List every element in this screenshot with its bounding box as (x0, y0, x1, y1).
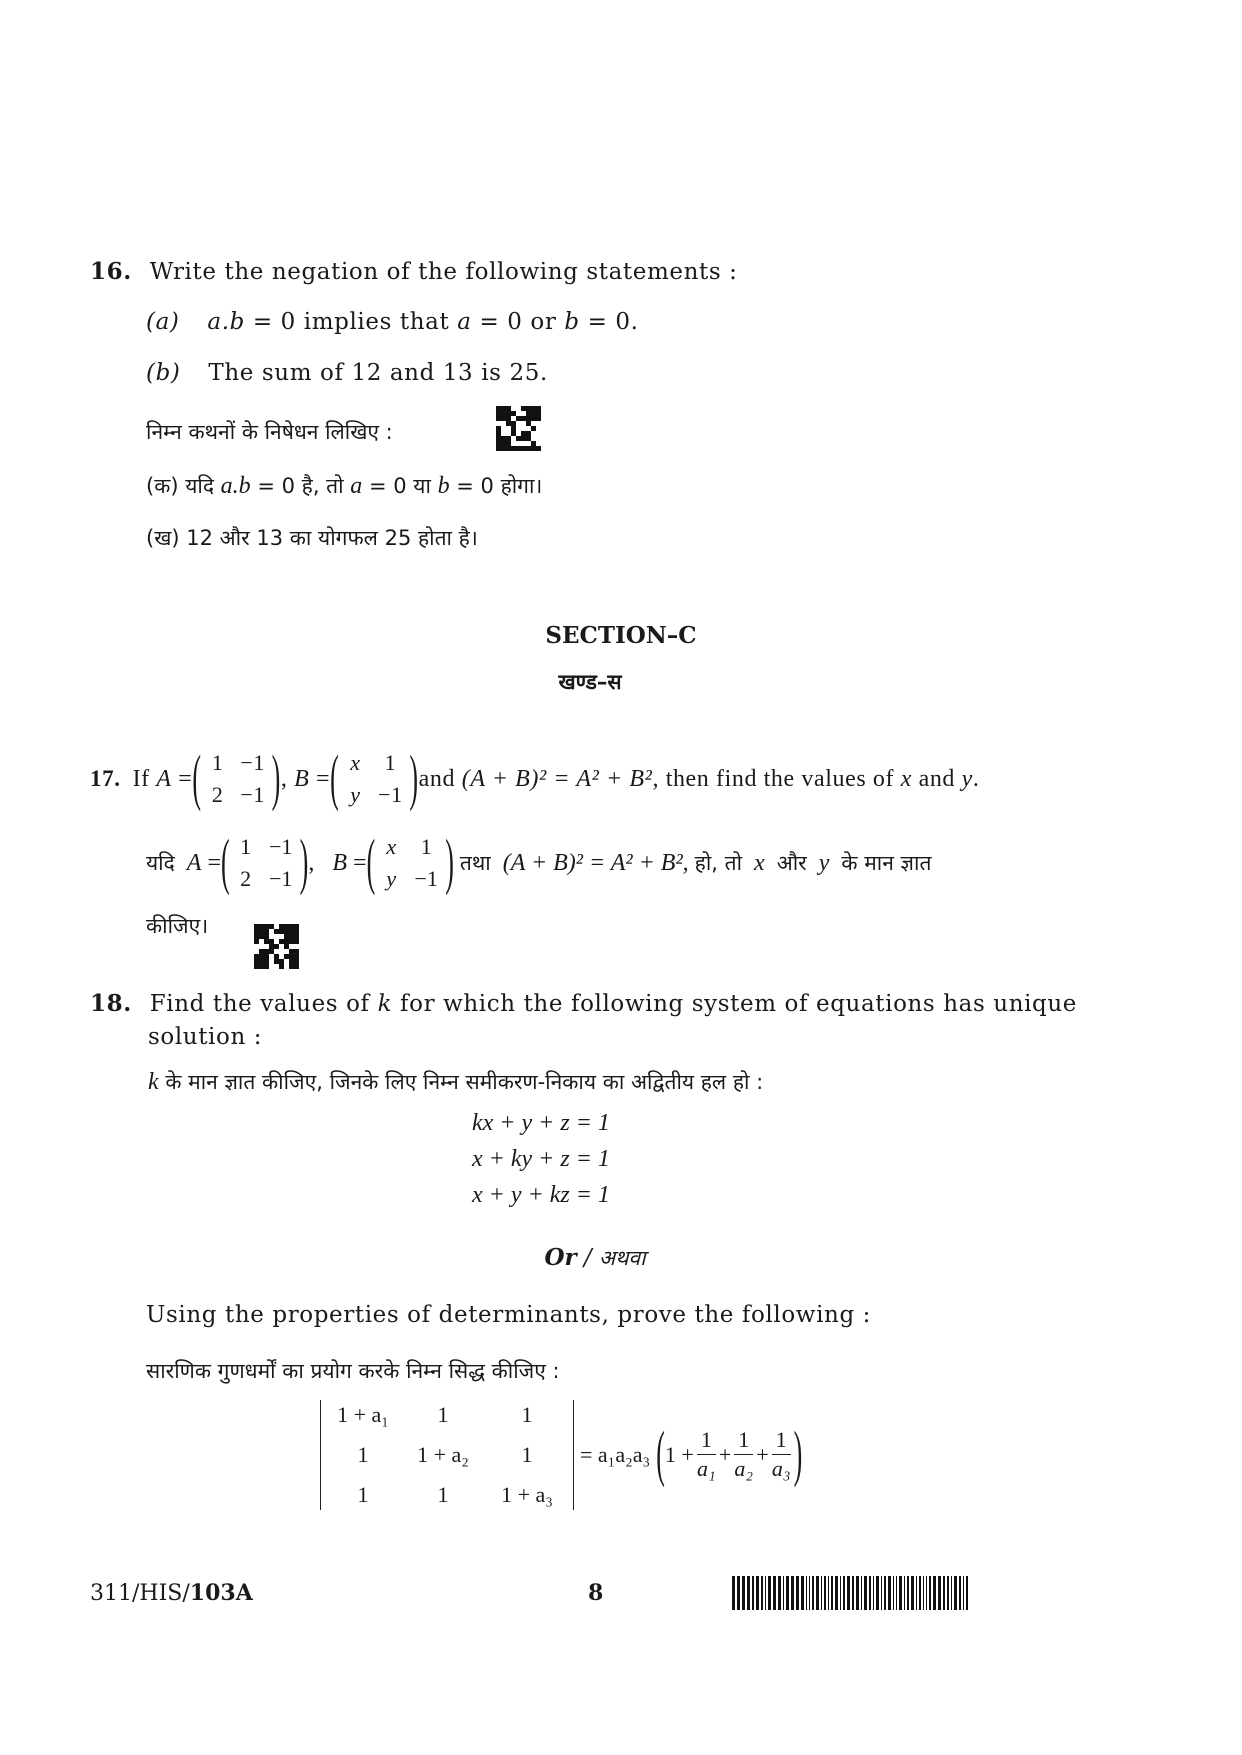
matrix-cell: x (350, 750, 361, 775)
plus: + (756, 1442, 769, 1467)
q17-hi-ke: के मान ज्ञात (841, 851, 932, 875)
q17-hi-eq: = (353, 849, 367, 876)
fraction-2 (734, 1426, 753, 1483)
matrix-cell: −1 (378, 782, 403, 807)
q18-prompt: Find the values of (149, 991, 370, 1017)
q16-part-b (146, 360, 548, 386)
qr-code-icon (254, 924, 299, 969)
hi-word: यदि (185, 474, 214, 498)
q18-alt-prompt: Using the properties of determinants, prove the following : (146, 1302, 872, 1328)
q17-hi-var-A: A (186, 849, 202, 876)
q18 (90, 990, 1077, 1017)
q17-hi-var-x: x (754, 849, 765, 876)
hi-word: = 0 है, तो (257, 474, 344, 498)
matrix-B: ( x 1 y −1 ) (330, 743, 419, 813)
or-sep: / (576, 1245, 599, 1271)
q17-hi-ho: हो, तो (694, 851, 743, 875)
matrix-cell: −1 (240, 782, 265, 807)
hi-expr: a.b (220, 473, 251, 499)
q16-b-label: (b) (146, 360, 181, 386)
q17-then: then find the values of (665, 765, 895, 792)
matrix-cell: −1 (268, 866, 293, 891)
hi-var-b: b (437, 473, 450, 499)
q17-var-A: A (156, 765, 172, 792)
q18-number: 18. (90, 990, 132, 1017)
det-cell: 1 (521, 1402, 533, 1427)
q17-and2: and (918, 765, 956, 792)
q18-equation-1: kx + y + z = 1 (472, 1110, 610, 1136)
page-number: 8 (588, 1580, 604, 1606)
matrix-cell: 1 (211, 750, 224, 775)
section-title: SECTION–C (545, 622, 697, 649)
q17-equation: (A + B)² = A² + B², (461, 765, 660, 792)
frac-num: 1 (772, 1426, 791, 1455)
frac-num: 1 (734, 1426, 753, 1455)
frac-den: a₁ (696, 1455, 716, 1481)
fraction-1 (697, 1426, 716, 1483)
matrix-cell: 1 (384, 750, 397, 775)
q17-and: and (418, 765, 456, 792)
paper-code-bold: 103A (189, 1580, 253, 1606)
rhs-one: 1 + (664, 1442, 694, 1467)
q18-hi-prompt: के मान ज्ञात कीजिए, जिनके लिए निम्न समीकरण-निकाय का अद्वितीय हल हो : (165, 1070, 764, 1094)
section-title-hindi: खण्ड–स (558, 670, 622, 694)
q17-hi-var-y: y (818, 849, 830, 876)
qr-code-icon (496, 406, 541, 451)
q16-a-text-or: = 0 or (479, 309, 557, 335)
fraction-3 (772, 1426, 791, 1483)
q18-equation-2: x + ky + z = 1 (472, 1146, 610, 1172)
q17-var-y: y (961, 765, 973, 792)
q16-number: 16. (90, 258, 132, 285)
paper-code-left: 311/HIS/ (90, 1581, 190, 1606)
det-cell: 1 + a₁ (337, 1402, 389, 1427)
q17 (90, 743, 980, 813)
q16-hi-b-text: 12 और 13 का योगफल 25 होता है। (186, 526, 478, 550)
matrix-cell: −1 (414, 866, 438, 891)
q16-b-text: The sum of 12 and 13 is 25. (208, 360, 548, 386)
q17-eq: = (178, 765, 193, 792)
q18-alt-hindi: सारणिक गुणधर्मों का प्रयोग करके निम्न सिद्ध कीजिए : (146, 1359, 560, 1383)
matrix-cell: 2 (240, 866, 252, 891)
q17-dot: . (972, 765, 980, 792)
q16-part-a (146, 309, 639, 335)
paper-code (90, 1580, 253, 1606)
q17-hindi (146, 827, 932, 897)
q17-hi-if: यदि (146, 851, 175, 875)
matrix-cell: 2 (211, 782, 224, 807)
q17-var-x: x (900, 765, 912, 792)
matrix-cell: 1 (240, 834, 252, 859)
q17-if: If (132, 765, 150, 792)
matrix-cell: −1 (240, 750, 265, 775)
det-cell: 1 (437, 1482, 449, 1507)
det-cell: 1 + a₃ (501, 1482, 553, 1507)
matrix-cell: 1 (420, 834, 432, 859)
q17-hi-comma: , (308, 849, 315, 876)
matrix-cell: x (386, 834, 397, 859)
hi-var-a: a (350, 473, 363, 499)
q16-a-text-end: = 0. (587, 309, 639, 335)
q17-hi-equation: (A + B)² = A² + B², (502, 849, 689, 876)
q16-hi-a-label: (क) (146, 474, 179, 498)
matrix-cell: y (386, 866, 397, 891)
q16-hindi-part-b (146, 524, 478, 552)
q16-prompt: Write the negation of the following statements : (149, 259, 738, 285)
q16-a-var-b: b (564, 309, 580, 335)
det-cell: 1 (357, 1442, 369, 1467)
q18-var-k: k (377, 991, 393, 1017)
matrix-cell: y (350, 782, 361, 807)
rhs-prefix: = a₁a₂a₃ (580, 1442, 651, 1467)
q17-comma: , (280, 765, 288, 792)
q17-eq: = (316, 765, 331, 792)
frac-den: a₃ (771, 1455, 791, 1481)
or-label: Or (544, 1244, 577, 1271)
q17-hi-tatha: तथा (459, 851, 491, 875)
frac-den: a₂ (734, 1455, 754, 1481)
q17-hi-aur: और (776, 851, 807, 875)
q18-equation-3: x + y + kz = 1 (472, 1182, 610, 1208)
q18-hindi (148, 1068, 763, 1096)
barcode-icon (732, 1576, 970, 1610)
q16 (90, 258, 738, 285)
q17-hindi-end: कीजिए। (146, 914, 209, 938)
q17-var-B: B (294, 765, 310, 792)
q18-prompt-end: solution : (148, 1024, 263, 1050)
q18-hi-var-k: k (148, 1069, 159, 1095)
q18-prompt-cont: for which the following system of equations has unique (400, 991, 1078, 1017)
or-label-hindi: अथवा (598, 1246, 646, 1270)
frac-num: 1 (697, 1426, 716, 1455)
det-cell: 1 (357, 1482, 369, 1507)
q16-hindi-part-a (146, 472, 542, 500)
q17-hi-var-B: B (332, 849, 348, 876)
q16-a-text: = 0 implies that (252, 309, 450, 335)
plus: + (718, 1442, 732, 1467)
matrix-A: ( 1 −1 2 −1 ) (192, 743, 281, 813)
or-divider (0, 1244, 1190, 1272)
determinant-identity: 1 + a₁ 1 1 1 1 + a₂ 1 1 1 1 + a₃ = a₁a₂a₃ ( 1 + $\frac{1}{\text{a₁}}$ + $\frac{1}{\text{a₂}}$ + $\frac{1}{\text{a₃}}$ ) (320, 1400, 802, 1510)
q16-hindi-prompt: निम्न कथनों के निषेधन लिखिए : (146, 420, 393, 444)
matrix-B-hindi: ( x 1 y −1 ) (366, 827, 454, 897)
matrix-A-hindi: ( 1 −1 2 −1 ) (221, 827, 309, 897)
q16-hi-b-label: (ख) (146, 526, 180, 550)
q16-a-expr: a.b (207, 309, 245, 335)
matrix-cell: −1 (268, 834, 293, 859)
determinant (320, 1400, 574, 1510)
q16-a-label: (a) (146, 309, 180, 335)
det-cell: 1 + a₂ (417, 1442, 469, 1467)
q17-number: 17. (90, 766, 121, 791)
det-cell: 1 (437, 1402, 449, 1427)
hi-word: = 0 होगा। (456, 474, 543, 498)
det-cell: 1 (521, 1442, 533, 1467)
hi-word: = 0 या (368, 474, 431, 498)
q16-a-var-a: a (457, 309, 472, 335)
q17-hi-eq: = (207, 849, 221, 876)
